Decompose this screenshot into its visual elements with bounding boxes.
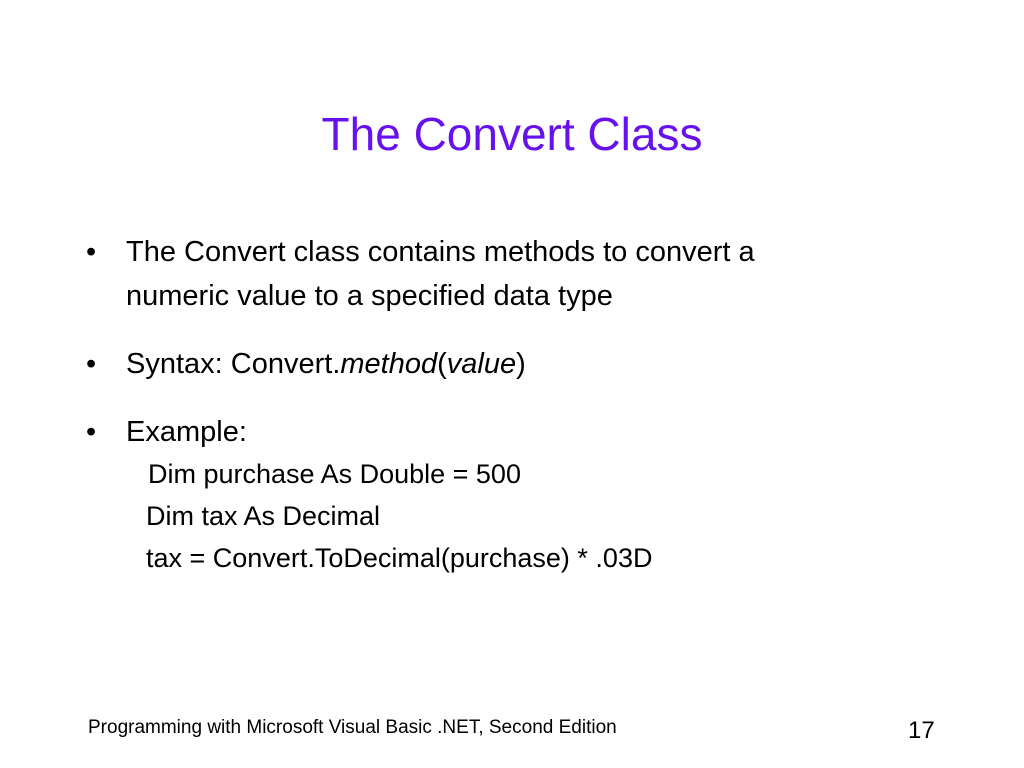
bullet-text: Example: bbox=[126, 416, 247, 448]
syntax-open-paren: ( bbox=[437, 348, 447, 380]
slide-title: The Convert Class bbox=[321, 108, 703, 160]
bullet-icon: • bbox=[86, 416, 97, 448]
syntax-value: value bbox=[446, 348, 517, 380]
code-line: Dim tax As Decimal bbox=[146, 501, 381, 531]
syntax-close-paren: ) bbox=[516, 348, 526, 380]
bullet-text-line-1: The Convert class contains methods to convert a bbox=[126, 236, 755, 268]
bullet-text-line-2: numeric value to a specified data type bbox=[126, 280, 613, 312]
code-line: tax = Convert.ToDecimal(purchase) * .03D bbox=[146, 543, 653, 573]
bullet-text bbox=[126, 230, 755, 318]
slide-footer: Programming with Microsoft Visual Basic .NET, Second Edition bbox=[88, 717, 617, 738]
bullet-text bbox=[126, 342, 526, 386]
code-line: Dim purchase As Double = 500 bbox=[148, 459, 521, 489]
syntax-prefix: Syntax: Convert. bbox=[126, 348, 341, 380]
syntax-method: method bbox=[340, 348, 438, 380]
bullet-icon: • bbox=[86, 348, 97, 380]
bullet-icon: • bbox=[86, 236, 97, 268]
page-number: 17 bbox=[908, 717, 935, 744]
